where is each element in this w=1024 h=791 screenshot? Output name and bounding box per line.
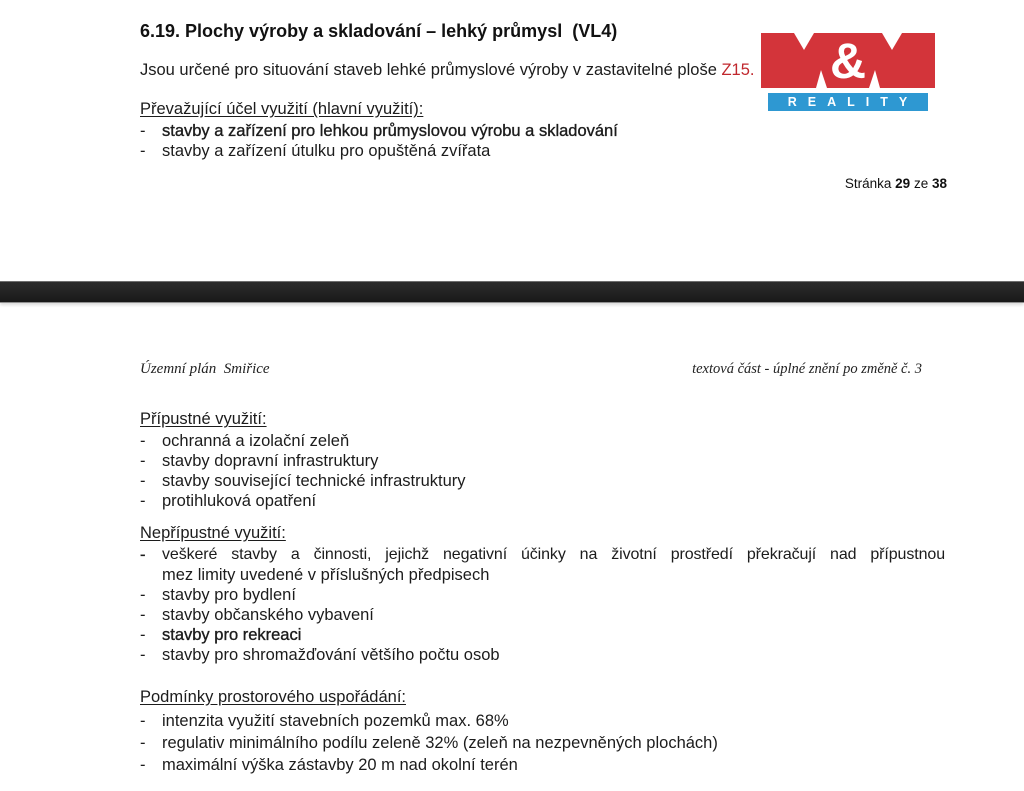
list-item (140, 732, 718, 754)
list-item-text: stavby související technické infrastruktury (162, 472, 466, 490)
list-item-text: maximální výška zástavby 20 m nad okolní terén (162, 756, 518, 774)
page-current: 29 (895, 176, 911, 191)
bullet-dash: - (140, 492, 146, 510)
list-item (140, 451, 466, 471)
list-item (140, 625, 945, 645)
list-item (140, 471, 466, 491)
bullet-dash: - (140, 452, 146, 470)
logo-mm-icon (761, 33, 935, 88)
bullet-dash: - (140, 142, 146, 160)
running-header-left: Územní plán Smiřice (140, 361, 270, 377)
bullet-dash: - (140, 432, 146, 450)
section-title: Podmínky prostorového uspořádání: (140, 688, 406, 706)
list-item-text-line1: veškeré stavby a činnosti, jejichž negativní účinky na životní prostředí překračují nad přípustnou (162, 546, 945, 563)
list-item-text: intenzita využití stavebních pozemků max. 68% (162, 712, 509, 730)
list-item (140, 605, 945, 625)
page-label: Stránka (844, 176, 896, 191)
page-number-footer (845, 176, 947, 191)
bullet-dash: - (140, 586, 146, 604)
bullet-dash: - (140, 122, 146, 140)
running-header-right: textová část - úplné znění po změně č. 3 (692, 361, 922, 377)
chapter-heading: 6.19. Plochy výroby a skladování – lehký průmysl (VL4) (140, 21, 618, 41)
list-item-text: ochranná a izolační zeleň (162, 432, 350, 450)
list-item (140, 585, 945, 605)
bullet-dash: - (140, 646, 146, 664)
list-item (140, 645, 945, 665)
list-item (140, 545, 945, 565)
list-item-continuation (140, 565, 945, 585)
section-prevazujici-ucel (140, 99, 618, 161)
page-total: 38 (931, 176, 947, 191)
page-separator-bar (0, 281, 1024, 303)
bullet-dash: - (140, 472, 146, 490)
bullet-dash: - (140, 756, 146, 774)
bullet-dash: - (140, 712, 146, 730)
intro-paragraph (140, 60, 755, 81)
list-item (140, 754, 718, 776)
logo-ampersand: & (829, 33, 867, 88)
mm-reality-logo (761, 33, 935, 111)
section-pripustne (140, 409, 466, 511)
logo-reality-band: REALITY (768, 93, 928, 111)
section-podminky (140, 687, 718, 776)
list-item (140, 121, 618, 141)
running-header (140, 361, 922, 378)
list-item-text: stavby a zařízení pro lehkou průmyslovou výrobu a skladování (162, 122, 618, 140)
section-nepripustne (140, 523, 945, 665)
section-title: Přípustné využití: (140, 410, 267, 428)
list-item (140, 141, 618, 161)
list-item-text: protihluková opatření (162, 492, 317, 510)
list-item (140, 710, 718, 732)
list-item (140, 431, 466, 451)
bullet-dash: - (140, 606, 146, 624)
section-title: Nepřípustné využití: (140, 524, 286, 542)
list-item (140, 491, 466, 511)
list-item-text: stavby pro rekreaci (162, 626, 302, 644)
bullet-dash: - (140, 734, 146, 752)
bullet-dash: - (140, 546, 146, 564)
zone-code-highlight: Z15. (721, 61, 755, 79)
list-item-text: regulativ minimálního podílu zeleně 32% (zeleň na nezpevněných plochách) (162, 734, 718, 752)
section-title: Převažující účel využití (hlavní využití): (140, 100, 424, 118)
list-item-text-line2: mez limity uvedené v příslušných předpisech (162, 566, 490, 584)
list-item-text: stavby pro shromažďování většího počtu osob (162, 646, 500, 664)
list-item-text: stavby občanského vybavení (162, 606, 374, 624)
list-item-text: stavby a zařízení útulku pro opuštěná zvířata (162, 142, 491, 160)
list-item-text: stavby dopravní infrastruktury (162, 452, 379, 470)
bullet-dash: - (140, 626, 146, 644)
list-item-text: stavby pro bydlení (162, 586, 296, 604)
intro-text: Jsou určené pro situování staveb lehké průmyslové výroby v zastavitelné ploše (140, 61, 722, 79)
page-of: ze (910, 176, 932, 191)
